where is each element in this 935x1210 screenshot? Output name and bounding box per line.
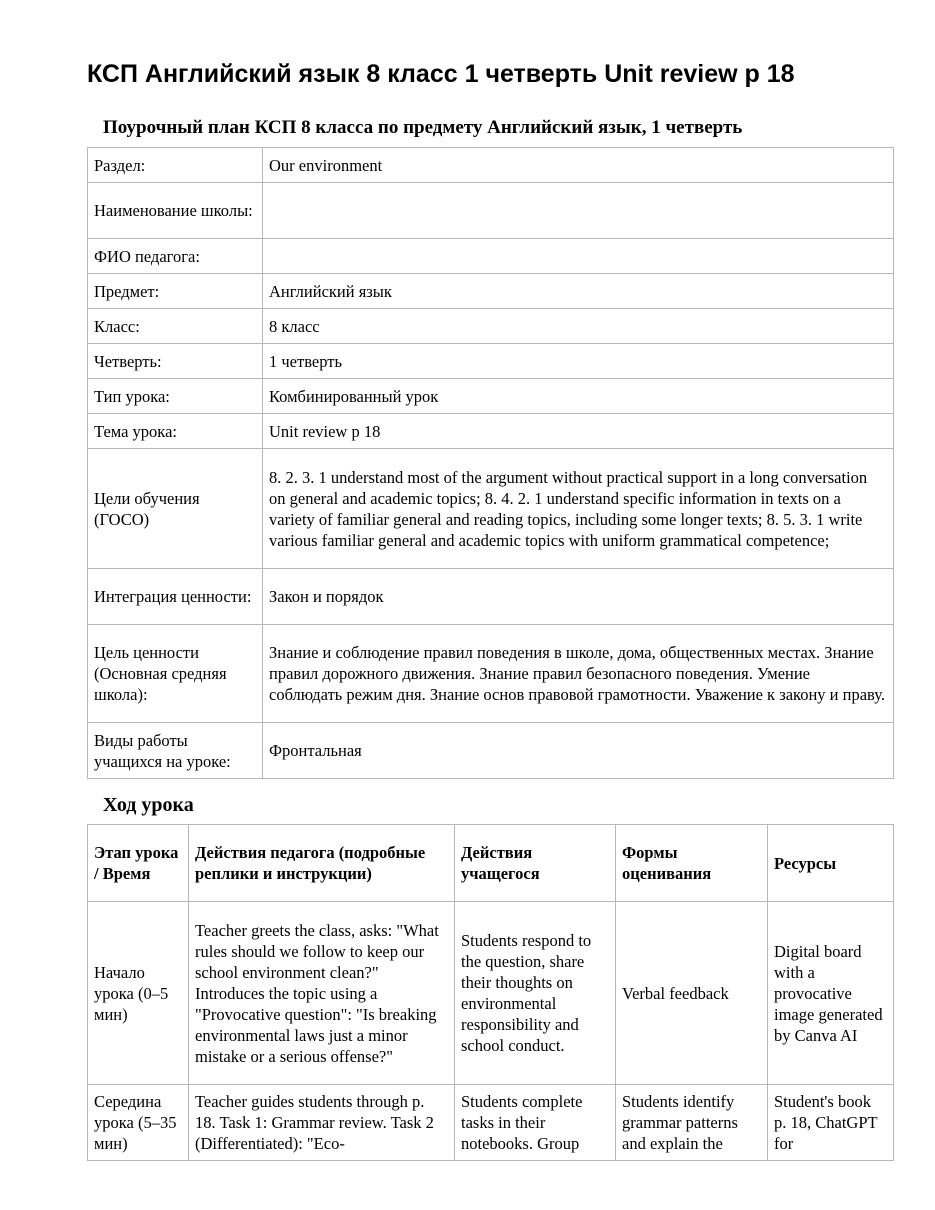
lesson-cell-student: Students complete tasks in their notebooks. Group	[455, 1085, 616, 1161]
info-label: Цель ценности (Основная средняя школа):	[88, 625, 263, 723]
lesson-cell-stage: Начало урока (0–5 мин)	[88, 902, 189, 1085]
info-value	[263, 183, 894, 239]
info-row	[88, 569, 894, 625]
info-label: Цели обучения (ГОСО)	[88, 449, 263, 569]
info-value: 1 четверть	[263, 344, 894, 379]
lesson-cell-assessment: Students identify grammar patterns and explain the	[616, 1085, 768, 1161]
info-label: Раздел:	[88, 148, 263, 183]
lesson-table-header-row	[88, 825, 894, 902]
lesson-column-header: Действия педагога (подробные реплики и инструкции)	[189, 825, 455, 902]
lesson-progress-heading: Ход урока	[103, 794, 194, 816]
info-label: Класс:	[88, 309, 263, 344]
lesson-column-header: Формы оценивания	[616, 825, 768, 902]
info-label: Четверть:	[88, 344, 263, 379]
info-label: Тип урока:	[88, 379, 263, 414]
info-label: Виды работы учащихся на уроке:	[88, 723, 263, 779]
info-row	[88, 723, 894, 779]
info-row	[88, 414, 894, 449]
info-label: ФИО педагога:	[88, 239, 263, 274]
info-row	[88, 625, 894, 723]
lesson-column-header: Действия учащегося	[455, 825, 616, 902]
info-row	[88, 344, 894, 379]
lesson-cell-stage: Середина урока (5–35 мин)	[88, 1085, 189, 1161]
lesson-info-table	[87, 147, 894, 779]
document-title: КСП Английский язык 8 класс 1 четверть Unit review p 18	[87, 60, 795, 88]
info-value: 8. 2. 3. 1 understand most of the argument without practical support in a long conversation on general and academic topics; 8. 4. 2. 1 understand specific information in texts on a variety of familiar general and reading topics, including some longer texts; 8. 5. 3. 1 write various familiar general and academic topics with uniform grammatical competence;	[263, 449, 894, 569]
info-label: Тема урока:	[88, 414, 263, 449]
lesson-row	[88, 1085, 894, 1161]
info-value: Фронтальная	[263, 723, 894, 779]
info-row	[88, 309, 894, 344]
lesson-cell-teacher: Teacher greets the class, asks: "What rules should we follow to keep our school environment clean?" Introduces the topic using a "Provocative question": "Is breaking environmental laws just a minor mistake or a serious offense?"	[189, 902, 455, 1085]
info-value: Комбинированный урок	[263, 379, 894, 414]
info-row	[88, 274, 894, 309]
lesson-column-header: Этап урока / Время	[88, 825, 189, 902]
info-row	[88, 379, 894, 414]
info-label: Наименование школы:	[88, 183, 263, 239]
info-value: 8 класс	[263, 309, 894, 344]
info-row	[88, 449, 894, 569]
info-row	[88, 183, 894, 239]
lesson-row	[88, 902, 894, 1085]
info-value: Закон и порядок	[263, 569, 894, 625]
info-label: Интеграция ценности:	[88, 569, 263, 625]
lesson-progress-table	[87, 824, 894, 1161]
lesson-cell-resources: Student's book p. 18, ChatGPT for	[768, 1085, 894, 1161]
lesson-cell-teacher: Teacher guides students through p. 18. Task 1: Grammar review. Task 2 (Differentiated): "Eco-	[189, 1085, 455, 1161]
info-row	[88, 239, 894, 274]
plan-heading: Поурочный план КСП 8 класса по предмету Английский язык, 1 четверть	[103, 117, 743, 138]
lesson-cell-student: Students respond to the question, share their thoughts on environmental responsibility and school conduct.	[455, 902, 616, 1085]
lesson-cell-assessment: Verbal feedback	[616, 902, 768, 1085]
lesson-cell-resources: Digital board with a provocative image generated by Canva AI	[768, 902, 894, 1085]
info-value: Английский язык	[263, 274, 894, 309]
info-row	[88, 148, 894, 183]
lesson-column-header: Ресурсы	[768, 825, 894, 902]
info-label: Предмет:	[88, 274, 263, 309]
info-value: Unit review p 18	[263, 414, 894, 449]
info-value	[263, 239, 894, 274]
info-value: Our environment	[263, 148, 894, 183]
info-value: Знание и соблюдение правил поведения в школе, дома, общественных местах. Знание правил дорожного движения. Знание правил безопасного поведения. Умение соблюдать режим дня. Знание основ правовой грамотности. Уважение к закону и праву.	[263, 625, 894, 723]
